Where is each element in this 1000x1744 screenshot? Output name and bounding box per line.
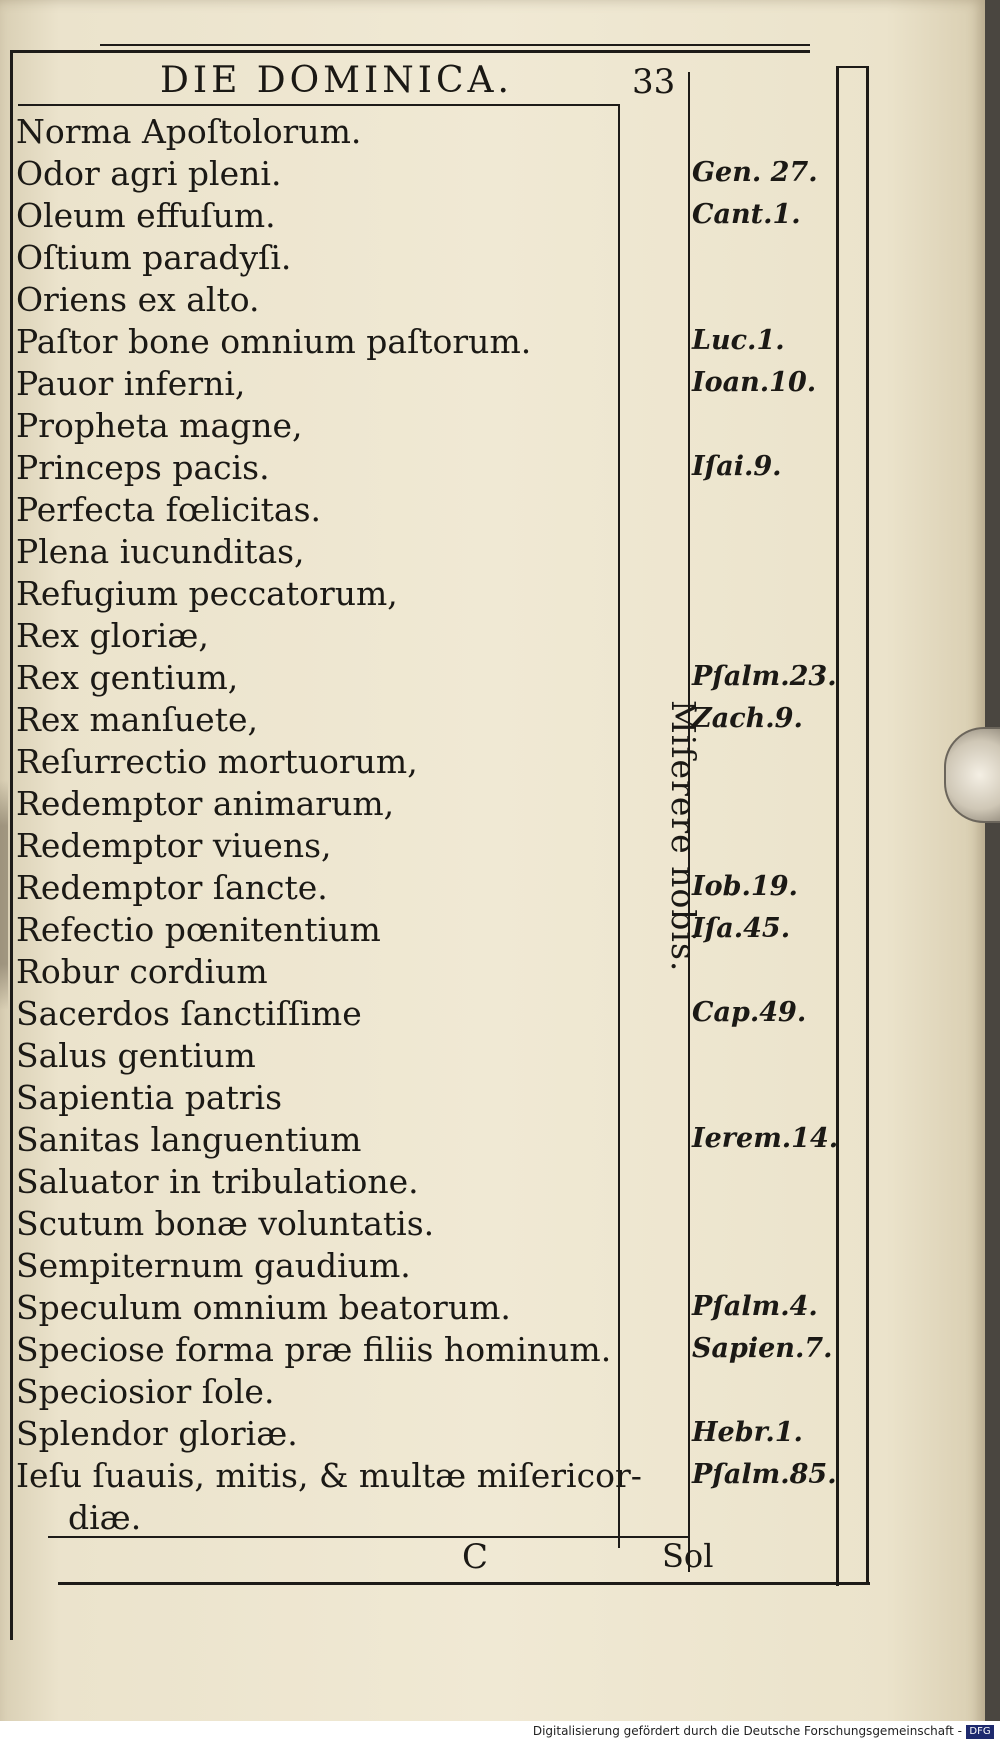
- book-edge: [985, 0, 1000, 1744]
- litany-line: Splendor gloriæ.: [16, 1414, 298, 1453]
- page-header-title: DIE DOMINICA.: [160, 60, 513, 101]
- litany-name-list: [16, 111, 656, 1539]
- bottom-rule-outer: [58, 1582, 870, 1585]
- litany-line: Ieſu ſuauis, mitis, & multæ miſericor-: [16, 1456, 642, 1495]
- right-border-outer: [866, 66, 869, 1566]
- litany-line: Norma Apoſtolorum.: [16, 112, 362, 151]
- scripture-reference: Iſa.45.: [692, 913, 791, 944]
- litany-line: Rex manſuete,: [16, 700, 258, 739]
- scripture-reference: Gen. 27.: [692, 157, 818, 188]
- litany-line: Sanitas languentium: [16, 1120, 362, 1159]
- scripture-reference: Pſalm.23.: [692, 661, 837, 692]
- litany-line: Rex gentium,: [16, 658, 239, 697]
- signature-mark: C: [462, 1537, 489, 1577]
- catchword: Sol: [662, 1537, 714, 1575]
- litany-line: Oſtium paradyſi.: [16, 238, 292, 277]
- litany-line: Salus gentium: [16, 1036, 256, 1075]
- top-rule-short: [100, 44, 810, 46]
- scripture-reference: Cant.1.: [692, 199, 801, 230]
- scripture-reference: Pſalm.85.: [692, 1459, 837, 1490]
- left-border: [10, 50, 13, 1640]
- right-frame-top: [836, 66, 868, 68]
- litany-line: Oleum effuſum.: [16, 196, 276, 235]
- header-underline: [18, 104, 620, 106]
- litany-line: Plena iucunditas,: [16, 532, 305, 571]
- litany-line: Propheta magne,: [16, 406, 303, 445]
- litany-line: Refugium peccatorum,: [16, 574, 398, 613]
- litany-line: Pauor inferni,: [16, 364, 246, 403]
- scripture-reference: Iſai.9.: [692, 451, 782, 482]
- litany-line: Rex gloriæ,: [16, 616, 209, 655]
- litany-line: Scutum bonæ voluntatis.: [16, 1204, 435, 1243]
- litany-line: Sempiternum gaudium.: [16, 1246, 411, 1285]
- dfg-logo: DFG: [966, 1725, 994, 1739]
- scripture-reference: Pſalm.4.: [692, 1291, 818, 1322]
- litany-line: Redemptor ſancte.: [16, 868, 328, 907]
- page-number: 33: [632, 62, 676, 102]
- litany-line: Odor agri pleni.: [16, 154, 282, 193]
- litany-line: Speciose forma præ filiis hominum.: [16, 1330, 612, 1369]
- litany-line: Robur cordium: [16, 952, 268, 991]
- litany-line: Speculum omnium beatorum.: [16, 1288, 511, 1327]
- refrain-vertical-text: Miſerere nobis.: [664, 700, 703, 973]
- litany-line: Redemptor animarum,: [16, 784, 395, 823]
- litany-line: Saluator in tribulatione.: [16, 1162, 419, 1201]
- litany-line: Reſurrectio mortuorum,: [16, 742, 418, 781]
- scripture-reference: Ioan.10.: [692, 367, 817, 398]
- scripture-reference: Cap.49.: [692, 997, 807, 1028]
- litany-line: Princeps pacis.: [16, 448, 270, 487]
- litany-line: Refectio pœnitentium: [16, 910, 381, 949]
- page-clasp: [944, 727, 1000, 823]
- scripture-reference: Iob.19.: [692, 871, 798, 902]
- outer-right-border: [836, 66, 839, 1586]
- digitization-footer: [0, 1721, 1000, 1744]
- litany-line: Redemptor viuens,: [16, 826, 332, 865]
- top-rule: [10, 50, 810, 53]
- litany-line: diæ.: [68, 1498, 142, 1537]
- scripture-reference: Hebr.1.: [692, 1417, 803, 1448]
- litany-line: Speciosior ſole.: [16, 1372, 275, 1411]
- litany-line: Sacerdos ſanctiſſime: [16, 994, 362, 1033]
- litany-line: Sapientia patris: [16, 1078, 283, 1117]
- scripture-reference: Zach.9.: [692, 703, 803, 734]
- footer-credit: Digitalisierung gefördert durch die Deutsche Forschungsgemeinschaft -: [532, 1724, 962, 1738]
- litany-line: Paſtor bone omnium paſtorum.: [16, 322, 532, 361]
- scripture-reference: Sapien.7.: [692, 1333, 833, 1364]
- scripture-reference: Ierem.14.: [692, 1123, 839, 1154]
- bleed-through-shadow: [0, 780, 8, 1010]
- scripture-reference: Luc.1.: [692, 325, 785, 356]
- litany-line: Perfecta fœlicitas.: [16, 490, 322, 529]
- litany-line: Oriens ex alto.: [16, 280, 260, 319]
